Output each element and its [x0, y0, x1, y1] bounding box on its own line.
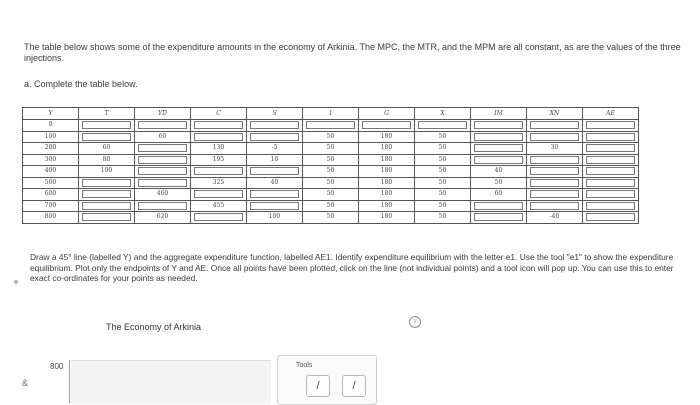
- table-cell-value: 180: [359, 212, 415, 224]
- answer-input-field[interactable]: [530, 133, 580, 141]
- column-header-yd: YD: [135, 108, 191, 120]
- table-cell-value: 50: [303, 189, 359, 201]
- answer-input-field[interactable]: [474, 202, 524, 210]
- tools-label: Tools: [296, 362, 313, 369]
- table-row: [23, 212, 639, 224]
- bullet-dot: [14, 280, 18, 284]
- answer-input-field[interactable]: [586, 133, 636, 141]
- table-row: [23, 143, 639, 155]
- table-cell-empty: [247, 189, 303, 201]
- table-cell-empty: [583, 143, 639, 155]
- answer-input-field[interactable]: [138, 179, 188, 187]
- table-cell-value: 180: [359, 200, 415, 212]
- table-cell-empty: [583, 131, 639, 143]
- table-cell-value: 50: [303, 131, 359, 143]
- table-cell-empty: [247, 120, 303, 132]
- column-header-y: Y: [23, 108, 79, 120]
- answer-input-field[interactable]: [474, 121, 524, 129]
- table-cell-empty: [191, 212, 247, 224]
- table-row: [23, 200, 639, 212]
- answer-input-field[interactable]: [82, 179, 132, 187]
- table-cell-empty: [247, 166, 303, 178]
- table-cell-value: 50: [415, 177, 471, 189]
- table-cell-value: 60: [471, 189, 527, 201]
- column-header-s: S: [247, 108, 303, 120]
- table-cell-value: 0: [23, 120, 79, 132]
- line-tool-2-icon[interactable]: /: [342, 375, 366, 397]
- column-header-ae: AE: [583, 108, 639, 120]
- table-cell-value: 50: [303, 212, 359, 224]
- answer-input-field[interactable]: [474, 133, 524, 141]
- answer-input-field[interactable]: [586, 179, 636, 187]
- answer-input-field[interactable]: [530, 190, 580, 198]
- answer-input-field[interactable]: [138, 121, 188, 129]
- table-cell-empty: [79, 177, 135, 189]
- part-a-instruction: a. Complete the table below.: [24, 79, 138, 89]
- table-cell-value: 50: [303, 143, 359, 155]
- side-nav-icon[interactable]: &: [22, 378, 29, 388]
- answer-input-field[interactable]: [82, 121, 132, 129]
- answer-input-field[interactable]: [138, 167, 188, 175]
- table-row: [23, 166, 639, 178]
- table-row: [23, 177, 639, 189]
- table-cell-value: 50: [303, 200, 359, 212]
- table-cell-empty: [247, 131, 303, 143]
- table-cell-value: 130: [191, 143, 247, 155]
- table-cell-value: 50: [415, 131, 471, 143]
- table-cell-value: 10: [247, 154, 303, 166]
- table-cell-empty: [79, 189, 135, 201]
- table-cell-empty: [79, 200, 135, 212]
- column-header-c: C: [191, 108, 247, 120]
- tools-panel: [277, 355, 377, 405]
- answer-input-field[interactable]: [586, 167, 636, 175]
- answer-input-field[interactable]: [194, 133, 244, 141]
- table-row: [23, 120, 639, 132]
- graph-instructions: Draw a 45° line (labelled Y) and the aggregate expenditure function, labelled AE1. Identify expenditure equilibrium with the letter e1. Use the tool "e1" to show the expenditure equilibrium. Plot only the endpoints of Y and AE. Once all points have been plotted, click on the line (not individual points) and a tool icon will pop up. You can use this to enter exact co-ordinates for your points as needed.: [30, 252, 674, 283]
- column-header-x: X: [415, 108, 471, 120]
- table-cell-empty: [191, 189, 247, 201]
- table-cell-value: -40: [527, 212, 583, 224]
- answer-input-field[interactable]: [82, 133, 132, 141]
- table-cell-empty: [135, 200, 191, 212]
- answer-input-field[interactable]: [82, 213, 132, 221]
- table-cell-value: 200: [23, 143, 79, 155]
- table-cell-empty: [583, 200, 639, 212]
- table-cell-empty: [527, 166, 583, 178]
- table-cell-empty: [527, 177, 583, 189]
- answer-input-field[interactable]: [362, 121, 412, 129]
- answer-input-field[interactable]: [250, 202, 300, 210]
- table-cell-value: 50: [415, 189, 471, 201]
- table-cell-value: 325: [191, 177, 247, 189]
- table-cell-empty: [135, 120, 191, 132]
- table-cell-value: 100: [23, 131, 79, 143]
- answer-input-field[interactable]: [250, 121, 300, 129]
- graph-plot-area[interactable]: [71, 360, 271, 404]
- table-cell-value: 50: [415, 154, 471, 166]
- table-cell-value: 180: [359, 154, 415, 166]
- answer-input-field[interactable]: [586, 144, 636, 152]
- table-cell-value: 50: [415, 166, 471, 178]
- table-cell-value: 620: [135, 212, 191, 224]
- table-cell-empty: [583, 154, 639, 166]
- table-header-row: [23, 108, 639, 120]
- answer-input-field[interactable]: [474, 213, 524, 221]
- column-header-t: T: [79, 108, 135, 120]
- table-cell-empty: [583, 189, 639, 201]
- info-icon[interactable]: i: [409, 316, 421, 328]
- table-cell-empty: [135, 166, 191, 178]
- y-axis-line: [69, 360, 70, 403]
- answer-input-field[interactable]: [586, 156, 636, 164]
- table-cell-empty: [583, 212, 639, 224]
- table-cell-empty: [583, 177, 639, 189]
- table-cell-empty: [303, 120, 359, 132]
- table-cell-value: 180: [359, 166, 415, 178]
- line-tool-icon[interactable]: /: [306, 375, 330, 397]
- answer-input-field[interactable]: [82, 202, 132, 210]
- expenditure-table-container: [22, 107, 639, 247]
- table-cell-value: 50: [415, 143, 471, 155]
- answer-input-field[interactable]: [586, 202, 636, 210]
- table-cell-empty: [471, 212, 527, 224]
- table-cell-empty: [191, 166, 247, 178]
- answer-input-field[interactable]: [138, 156, 188, 164]
- answer-input-field[interactable]: [418, 121, 468, 129]
- table-cell-value: 50: [415, 200, 471, 212]
- table-cell-empty: [247, 200, 303, 212]
- table-cell-value: 60: [79, 143, 135, 155]
- column-header-g: G: [359, 108, 415, 120]
- answer-input-field[interactable]: [138, 144, 188, 152]
- table-body: [23, 120, 639, 224]
- answer-input-field[interactable]: [194, 121, 244, 129]
- answer-input-field[interactable]: [530, 167, 580, 175]
- answer-input-field[interactable]: [474, 156, 524, 164]
- answer-input-field[interactable]: [250, 167, 300, 175]
- answer-input-field[interactable]: [250, 190, 300, 198]
- table-cell-value: 100: [79, 166, 135, 178]
- table-cell-empty: [79, 212, 135, 224]
- table-cell-value: 300: [23, 154, 79, 166]
- table-cell-empty: [583, 166, 639, 178]
- answer-input-field[interactable]: [306, 121, 356, 129]
- table-cell-value: 180: [359, 143, 415, 155]
- table-cell-value: 700: [23, 200, 79, 212]
- table-cell-empty: [359, 120, 415, 132]
- table-cell-empty: [471, 120, 527, 132]
- table-cell-empty: [135, 177, 191, 189]
- y-axis-tick-label: 800: [50, 362, 64, 371]
- answer-input-field[interactable]: [82, 190, 132, 198]
- answer-input-field[interactable]: [474, 144, 524, 152]
- table-cell-value: 80: [79, 154, 135, 166]
- table-row: [23, 131, 639, 143]
- table-cell-value: 500: [23, 177, 79, 189]
- table-cell-empty: [135, 143, 191, 155]
- table-row: [23, 154, 639, 166]
- answer-input-field[interactable]: [530, 202, 580, 210]
- table-cell-empty: [135, 154, 191, 166]
- table-cell-empty: [471, 154, 527, 166]
- table-cell-value: 50: [303, 177, 359, 189]
- table-cell-value: 60: [135, 131, 191, 143]
- table-row: [23, 189, 639, 201]
- answer-input-field[interactable]: [194, 167, 244, 175]
- table-cell-empty: [191, 120, 247, 132]
- table-cell-value: 40: [471, 166, 527, 178]
- table-cell-value: 50: [303, 154, 359, 166]
- table-cell-value: 100: [247, 212, 303, 224]
- table-cell-value: 50: [415, 212, 471, 224]
- answer-input-field[interactable]: [530, 121, 580, 129]
- table-cell-value: 400: [23, 166, 79, 178]
- table-cell-empty: [527, 154, 583, 166]
- table-cell-empty: [79, 120, 135, 132]
- table-cell-empty: [471, 143, 527, 155]
- column-header-i: I: [303, 108, 359, 120]
- answer-input-field[interactable]: [586, 190, 636, 198]
- table-cell-value: -5: [247, 143, 303, 155]
- answer-input-field[interactable]: [194, 190, 244, 198]
- answer-input-field[interactable]: [530, 179, 580, 187]
- table-cell-value: 180: [359, 177, 415, 189]
- table-cell-value: 40: [247, 177, 303, 189]
- table-cell-empty: [471, 200, 527, 212]
- table-cell-empty: [79, 131, 135, 143]
- table-cell-value: 50: [471, 177, 527, 189]
- table-cell-value: 30: [527, 143, 583, 155]
- expenditure-table: [22, 107, 639, 224]
- table-cell-value: 455: [191, 200, 247, 212]
- table-cell-empty: [527, 120, 583, 132]
- table-cell-empty: [527, 131, 583, 143]
- table-cell-empty: [191, 131, 247, 143]
- table-cell-empty: [471, 131, 527, 143]
- table-cell-value: 50: [303, 166, 359, 178]
- column-header-xn: XN: [527, 108, 583, 120]
- table-cell-value: 460: [135, 189, 191, 201]
- answer-input-field[interactable]: [250, 133, 300, 141]
- graph-title: The Economy of Arkinia: [106, 322, 202, 332]
- table-cell-empty: [583, 120, 639, 132]
- answer-input-field[interactable]: [138, 202, 188, 210]
- table-cell-value: 180: [359, 189, 415, 201]
- column-header-im: IM: [471, 108, 527, 120]
- table-cell-value: 800: [23, 212, 79, 224]
- table-cell-value: 180: [359, 131, 415, 143]
- table-cell-empty: [415, 120, 471, 132]
- table-cell-empty: [527, 200, 583, 212]
- table-cell-value: 195: [191, 154, 247, 166]
- answer-input-field[interactable]: [586, 213, 636, 221]
- table-cell-empty: [527, 189, 583, 201]
- answer-input-field[interactable]: [194, 213, 244, 221]
- answer-input-field[interactable]: [530, 156, 580, 164]
- intro-text: The table below shows some of the expenditure amounts in the economy of Arkinia. The MPC, the MTR, and the MPM are all constant, as are the values of the three injections.: [24, 42, 681, 63]
- answer-input-field[interactable]: [586, 121, 636, 129]
- table-cell-value: 600: [23, 189, 79, 201]
